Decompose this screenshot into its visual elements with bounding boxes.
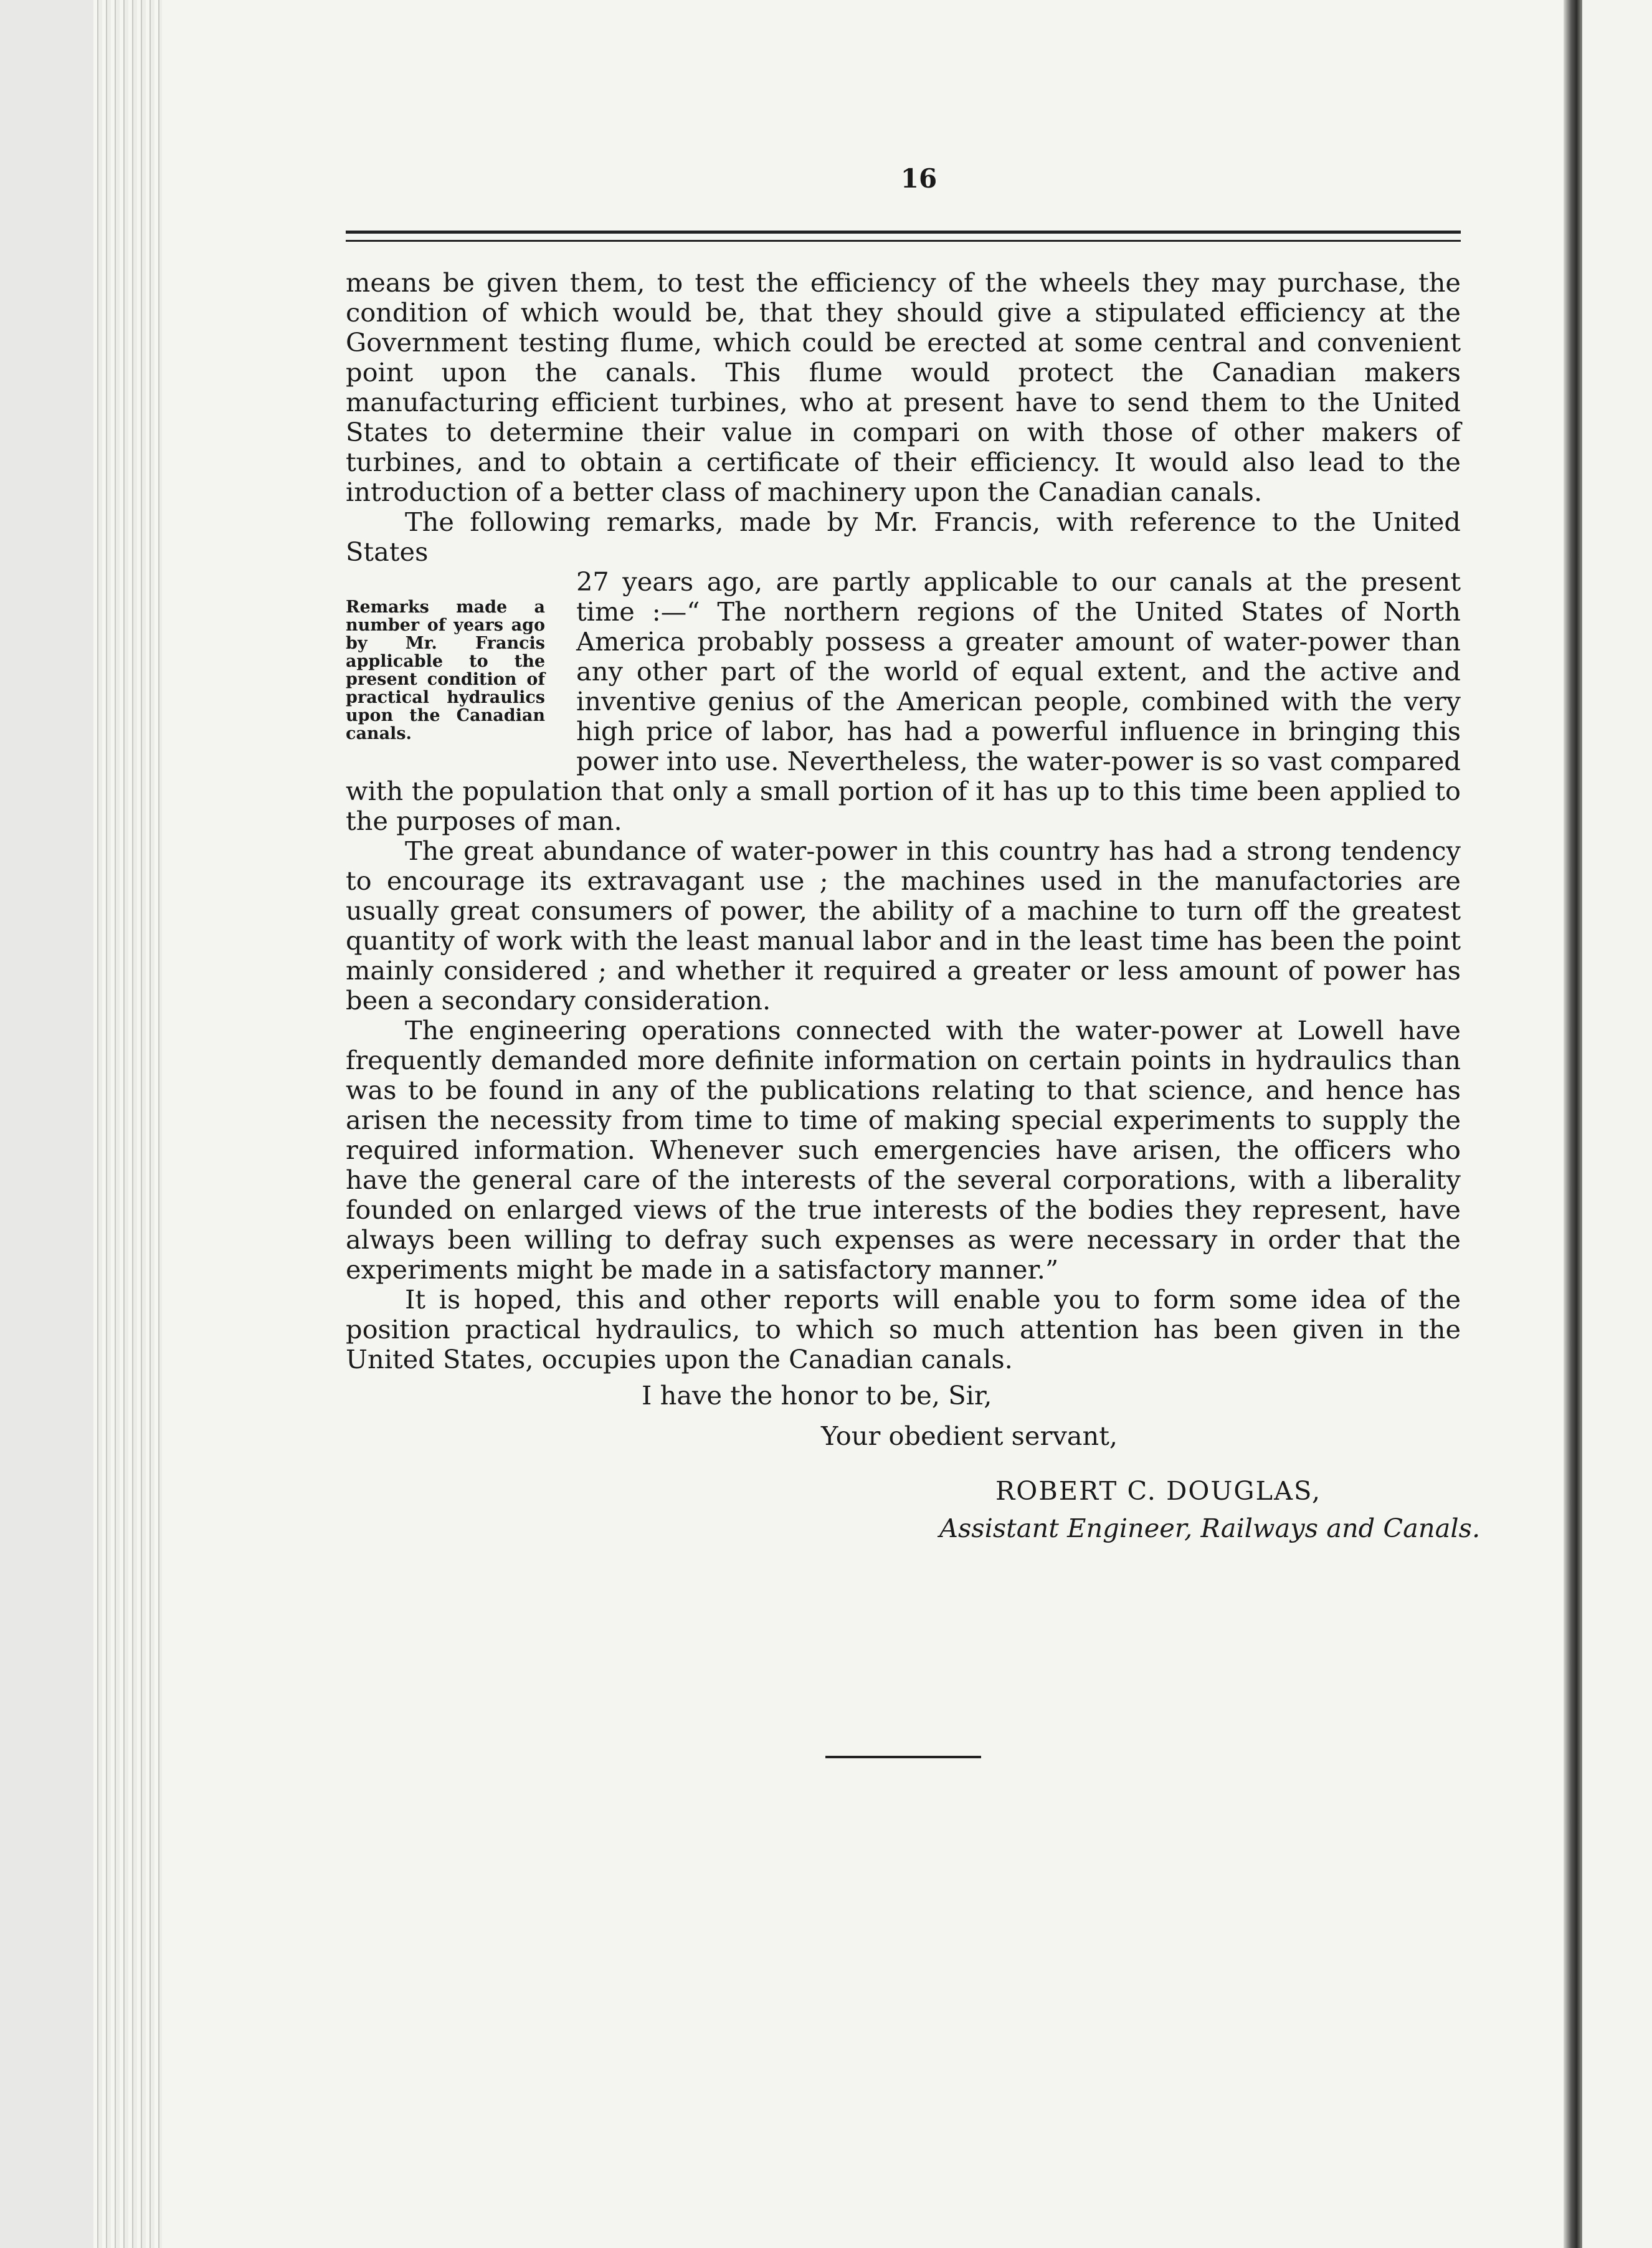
facing-page-edge <box>1582 0 1652 2248</box>
closing-salutation: I have the honor to be, Sir, <box>642 1380 992 1411</box>
margin-note <box>346 567 576 776</box>
paragraph: means be given them, to test the efficiency of the wheels they may purchase, the condition of which would be, that they should give a stipulated efficiency at the Government testing flume, which could be erected at some central and convenient point upon the canals. This flume would protect the Canadian makers manufacturing efficient turbines, who at present have to send them to the United States to determine their value in compari on with those of other makers of turbines, and to obtain a certificate of their efficiency. It would also lead to the introduction of a better class of machinery upon the Canadian canals. <box>346 267 1461 507</box>
paragraph: The engineering operations connected with the water-power at Lowell have frequently demanded more definite information on certain points in hydraulics than was to be found in any of the publications relating to that science, and hence has arisen the necessity from time to time of making special experiments to supply the required information. Whenever such emergencies have arisen, the officers who have the general care of the interests of the several corporations, with a liberality founded on enlarged views of the true interests of the bodies they represent, have always been willing to defray such expenses as were necessary in order that the experiments might be made in a satisfactory manner.” <box>346 1015 1461 1285</box>
paragraph: 27 years ago, are partly applicable to our canals at the present time :—“ The northern regions of the United States of North America probably possess a greater amount of water-power than any other part of the world of equal extent, and the active and inventive genius of the American people, combined with the very high price of labor, has had a powerful influence in bringing this power into use. Nevertheless, the water-power is so vast compared with the population that only a small portion of it has up to this time been applied to the purposes of man. <box>346 566 1461 836</box>
closing-servant: Your obedient servant, <box>821 1421 1118 1451</box>
body-text <box>346 268 1461 1374</box>
signature-title: Assistant Engineer, Railways and Canals. <box>939 1513 1481 1543</box>
paragraph-lead: The following remarks, made by Mr. Francis, with reference to the United States <box>346 507 1461 567</box>
margin-note-text: Remarks made a number of years ago by Mr. Francis applicable to the present condition of practical hydraulics upon the Canadian canals. <box>346 598 545 743</box>
header-double-rule <box>346 231 1461 242</box>
paragraph: The great abundance of water-power in this country has had a strong tendency to encourage its extravagant use ; the machines used in the manufactories are usually great consumers of power, the ability of a machine to turn off the greatest quantity of work with the least manual labor and in the least time has been the point mainly considered ; and whether it required a greater or less amount of power has been a secondary consideration. <box>346 836 1461 1016</box>
paragraph: It is hoped, this and other reports will enable you to form some idea of the position practical hydraulics, to which so much attention has been given in the United States, occupies upon the Canadian canals. <box>346 1284 1461 1374</box>
end-rule <box>825 1756 981 1758</box>
signature-name: ROBERT C. DOUGLAS, <box>995 1475 1322 1506</box>
book-gutter <box>1564 0 1582 2248</box>
page-number: 16 <box>900 163 938 194</box>
page-edge-stack <box>93 0 162 2248</box>
